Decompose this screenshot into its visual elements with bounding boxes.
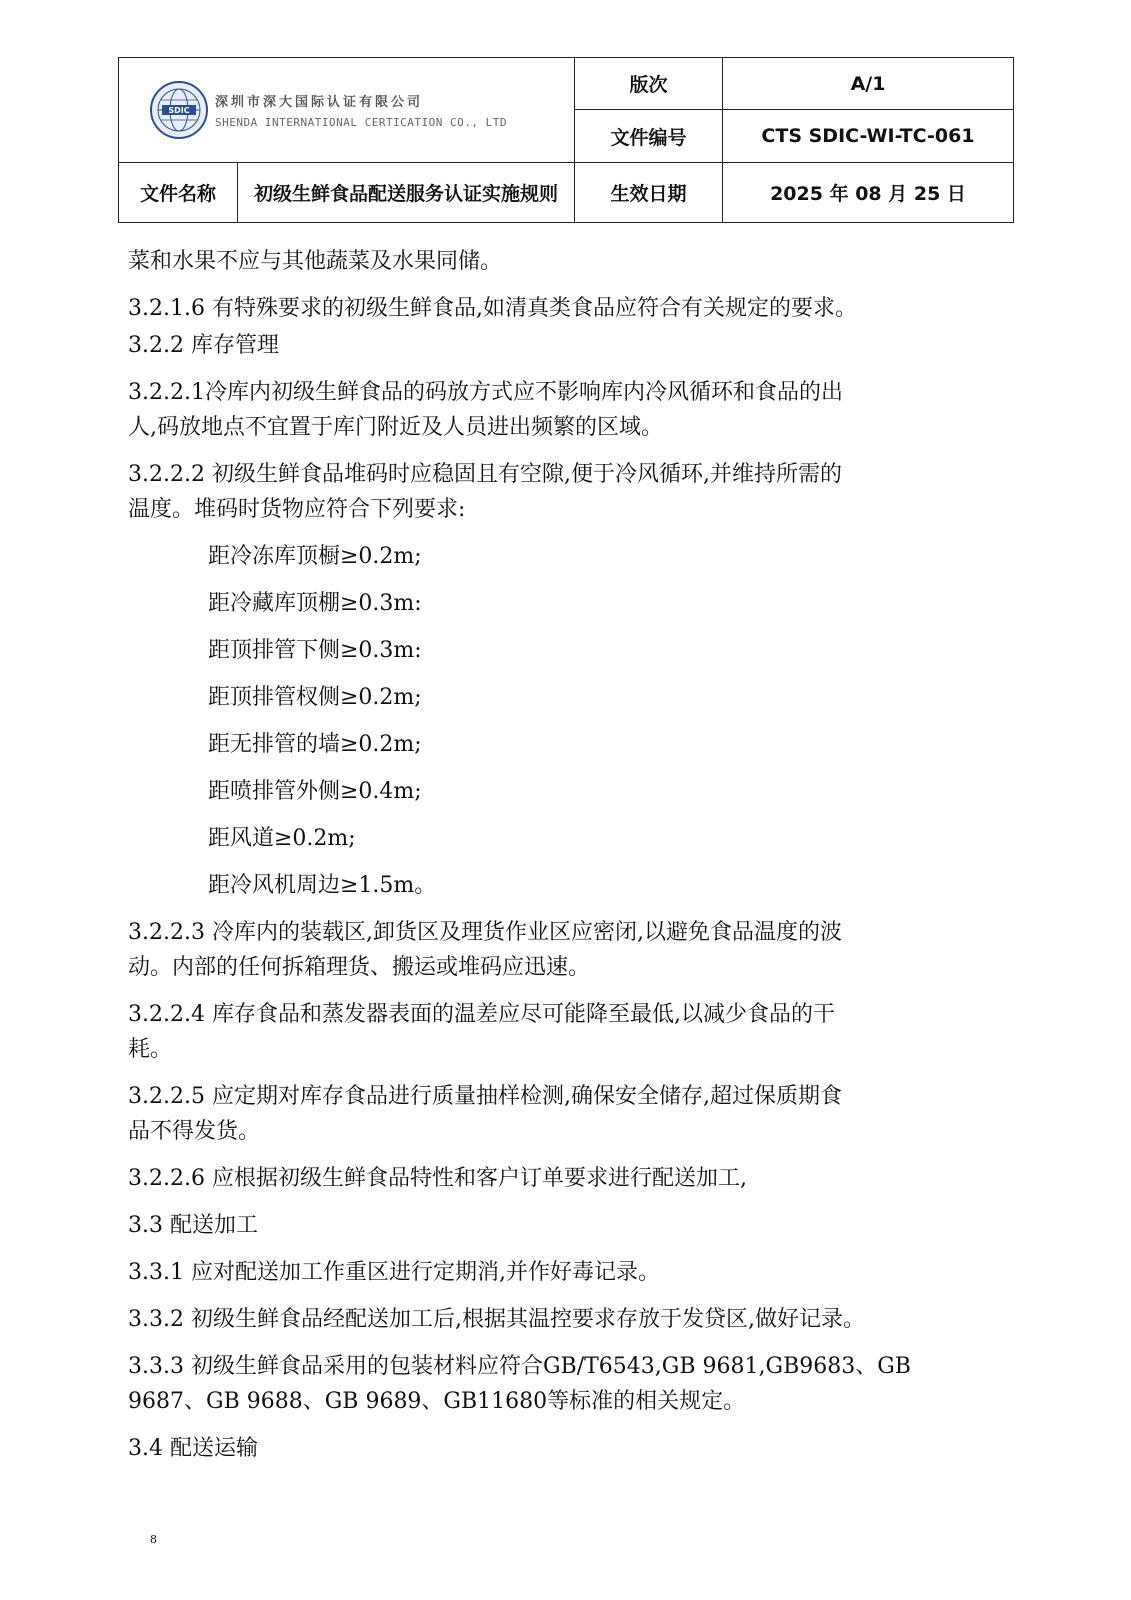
list-item: 距冷风机周边≥1.5m。	[208, 873, 437, 898]
doc-name-label: 文件名称	[119, 163, 238, 223]
paragraph: 3.2.2.4 库存食品和蒸发器表面的温差应尽可能降至最低,以减少食品的干	[128, 1002, 835, 1027]
paragraph: 3.2.2.6 应根据初级生鲜食品特性和客户订单要求进行配送加工,	[128, 1166, 747, 1191]
version-label: 版次	[575, 58, 723, 110]
paragraph: 3.2.2.1冷库内初级生鲜食品的码放方式应不影响库内冷风循环和食品的出	[128, 380, 843, 405]
company-name-en: SHENDA INTERNATIONAL CERTICATION CO., LTD	[215, 116, 508, 129]
list-item: 距风道≥0.2m;	[208, 826, 356, 851]
version-value: A/1	[723, 58, 1014, 110]
paragraph: 品不得发货。	[128, 1119, 261, 1144]
doc-number-label: 文件编号	[575, 110, 723, 163]
paragraph: 3.3.2 初级生鲜食品经配送加工后,根据其温控要求存放于发贷区,做好记录。	[128, 1307, 865, 1332]
paragraph: 3.3.1 应对配送加工作重区进行定期消,并作好毒记录。	[128, 1260, 660, 1285]
list-item: 距冷藏库顶棚≥0.3m:	[208, 591, 422, 616]
paragraph: 3.2.1.6 有特殊要求的初级生鲜食品,如清真类食品应符合有关规定的要求。	[128, 296, 857, 321]
effective-date-label: 生效日期	[575, 163, 723, 223]
list-item: 距顶排管杈侧≥0.2m;	[208, 685, 422, 710]
paragraph: 9687、GB 9688、GB 9689、GB11680等标准的相关规定。	[128, 1389, 746, 1414]
list-item: 距冷冻库顶橱≥0.2m;	[208, 544, 422, 569]
effective-date-value: 2025 年 08 月 25 日	[723, 163, 1014, 223]
paragraph: 3.2.2.5 应定期对库存食品进行质量抽样检测,确保安全储存,超过保质期食	[128, 1084, 842, 1109]
company-name-cn: 深圳市深大国际认证有限公司	[215, 95, 424, 110]
page-number: 8	[150, 1533, 157, 1546]
company-seal-icon	[149, 80, 209, 140]
paragraph: 人,码放地点不宜置于库门附近及人员进出频繁的区域。	[128, 415, 663, 440]
list-item: 距无排管的墙≥0.2m;	[208, 732, 422, 757]
document-header-table	[118, 57, 1014, 223]
paragraph: 3.2.2.3 冷库内的装载区,卸货区及理货作业区应密闭,以避免食品温度的波	[128, 920, 842, 945]
paragraph: 温度。堆码时货物应符合下列要求:	[128, 497, 466, 522]
paragraph: 耗。	[128, 1037, 173, 1062]
paragraph: 3.3.3 初级生鲜食品采用的包装材料应符合GB/T6543,GB 9681,GB9683、GB	[128, 1354, 911, 1379]
doc-number-value: CTS SDIC-WI-TC-061	[723, 110, 1014, 163]
section-heading: 3.2.2 库存管理	[128, 333, 279, 358]
paragraph: 动。内部的任何拆箱理货、搬运或堆码应迅速。	[128, 955, 591, 980]
paragraph: 3.2.2.2 初级生鲜食品堆码时应稳固且有空隙,便于冷风循环,并维持所需的	[128, 462, 842, 487]
list-item: 距喷排管外侧≥0.4m;	[208, 779, 422, 804]
list-item: 距顶排管下侧≥0.3m:	[208, 638, 422, 663]
logo-text: SDIC	[168, 106, 190, 115]
company-logo-cell	[119, 58, 575, 163]
doc-name-value: 初级生鲜食品配送服务认证实施规则	[238, 163, 575, 223]
document-body	[128, 244, 1028, 1466]
section-heading: 3.3 配送加工	[128, 1213, 258, 1238]
section-heading: 3.4 配送运输	[128, 1436, 258, 1461]
paragraph: 菜和水果不应与其他蔬菜及水果同储。	[128, 249, 503, 274]
